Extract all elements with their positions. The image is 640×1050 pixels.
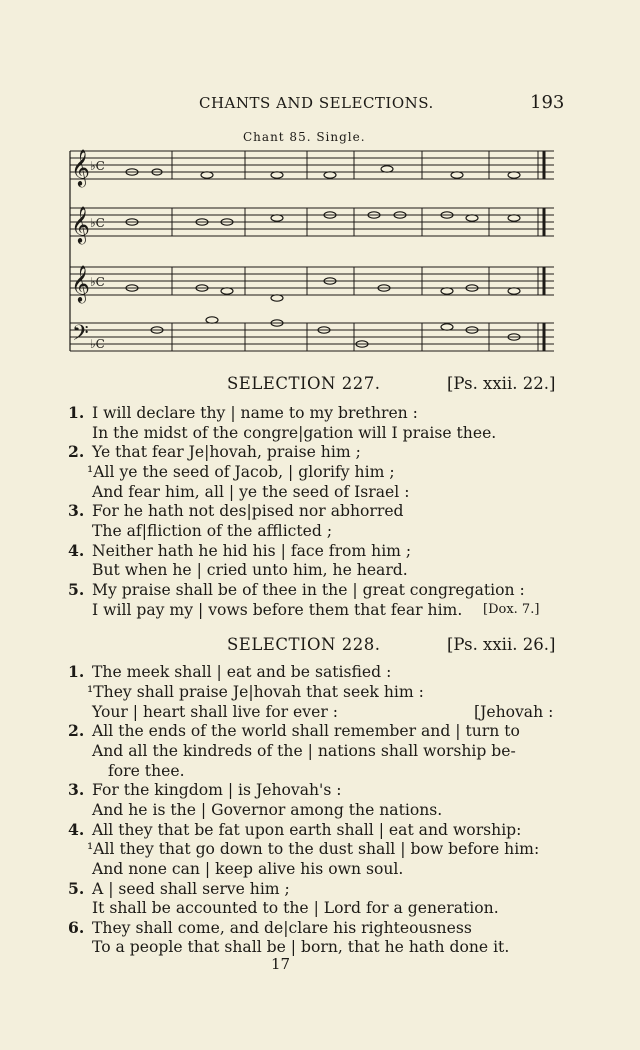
verse-number: 5. — [68, 580, 85, 599]
verse-text: ¹All ye the seed of Jacob, | glorify him ; — [87, 463, 395, 481]
svg-text:♭C: ♭C — [90, 337, 105, 351]
signature-mark: 17 — [271, 955, 291, 973]
svg-text:♭C: ♭C — [90, 159, 105, 173]
verse-line — [0, 442, 640, 462]
verse-text: I will pay my | vows before them that fear him. — [92, 601, 463, 619]
verse-text: And fear him, all | ye the seed of Israel : — [92, 483, 410, 501]
verse-text: For the kingdom | is Jehovah's : — [92, 781, 342, 799]
verse-line — [0, 662, 640, 682]
verse-line — [0, 580, 640, 600]
verse-line — [0, 600, 640, 620]
verse-line — [0, 820, 640, 840]
chant-title: Chant 85. Single. — [243, 130, 366, 144]
verse-line — [0, 403, 640, 423]
verse-line — [0, 682, 640, 702]
verse-text: Neither hath he hid his | face from him ; — [92, 542, 412, 560]
running-title: CHANTS AND SELECTIONS. — [199, 94, 434, 112]
verse-number: 4. — [68, 541, 85, 560]
verse-line — [0, 721, 640, 741]
verse-line — [0, 741, 640, 761]
verse-number: 2. — [68, 442, 85, 461]
verse-text: In the midst of the congre|gation will I praise thee. — [92, 424, 497, 442]
doxology-reference: [Dox. 7.] — [483, 602, 540, 617]
svg-text:♭C: ♭C — [90, 275, 105, 289]
psalm-reference: [Ps. xxii. 22.] — [447, 374, 556, 393]
treble-clef-icon: 𝄞 — [71, 148, 90, 186]
verse-text: For he hath not des|pised nor abhorred — [92, 502, 404, 520]
verse-number: 1. — [68, 403, 85, 422]
verse-line — [0, 879, 640, 899]
verse-number: 1. — [68, 662, 85, 681]
verse-text: I will declare thy | name to my brethren : — [92, 404, 418, 422]
verse-number: 6. — [68, 918, 85, 937]
page-header — [0, 94, 640, 120]
verse-number: 2. — [68, 721, 85, 740]
verse-line — [0, 482, 640, 502]
psalm-reference: [Ps. xxii. 26.] — [447, 635, 556, 654]
treble-clef-icon: 𝄞 — [71, 264, 90, 302]
treble-clef-icon: 𝄞 — [71, 205, 90, 243]
selection-heading — [0, 374, 640, 398]
verse-text: It shall be accounted to the | Lord for a generation. — [92, 899, 499, 917]
verse-line — [0, 501, 640, 521]
verse-line — [0, 702, 640, 722]
verse-line — [0, 541, 640, 561]
verse-text: ¹All they that go down to the dust shall | bow before him: — [87, 840, 540, 858]
verse-line — [0, 800, 640, 820]
verse-text: All the ends of the world shall remember and | turn to — [92, 722, 520, 740]
verse-line — [0, 462, 640, 482]
verse-text: The meek shall | eat and be satisfied : — [92, 663, 392, 681]
staff-4 — [70, 323, 554, 351]
verse-text: My praise shall be of thee in the | great congregation : — [92, 581, 525, 599]
verse-text: fore thee. — [108, 762, 185, 780]
verse-text: A | seed shall serve him ; — [92, 880, 290, 898]
verse-line — [0, 521, 640, 541]
verse-number: 4. — [68, 820, 85, 839]
verse-text: But when he | cried unto him, he heard. — [92, 561, 408, 579]
response-reference: [Jehovah : — [474, 703, 554, 721]
verse-text: They shall come, and de|clare his righteousness — [92, 919, 472, 937]
verse-text: And none can | keep alive his own soul. — [92, 860, 404, 878]
bass-clef-icon: 𝄢 — [72, 321, 89, 351]
verse-line — [0, 560, 640, 580]
staff-2 — [70, 208, 554, 236]
verse-text: To a people that shall be | born, that he hath done it. — [92, 938, 510, 956]
verse-text: All they that be fat upon earth shall | eat and worship: — [92, 821, 522, 839]
verse-line — [0, 898, 640, 918]
verse-line — [0, 780, 640, 800]
music-score — [62, 145, 562, 365]
verse-line — [0, 839, 640, 859]
verse-number: 5. — [68, 879, 85, 898]
verse-line — [0, 761, 640, 781]
svg-text:♭C: ♭C — [90, 216, 105, 230]
verse-line — [0, 918, 640, 938]
verse-line — [0, 859, 640, 879]
verse-line — [0, 937, 640, 957]
verse-text: And all the kindreds of the | nations shall worship be- — [92, 742, 516, 760]
staff-1 — [70, 151, 554, 179]
verse-number: 3. — [68, 780, 85, 799]
selection-heading — [0, 635, 640, 659]
page-number: 193 — [530, 92, 565, 113]
selection-title: SELECTION 228. — [227, 635, 381, 654]
verse-text: The af|fliction of the afflicted ; — [92, 522, 333, 540]
verse-text: ¹They shall praise Je|hovah that seek him : — [87, 683, 424, 701]
selection-title: SELECTION 227. — [227, 374, 381, 393]
verse-text: Your | heart shall live for ever : — [92, 703, 338, 721]
verse-text: And he is the | Governor among the nations. — [92, 801, 443, 819]
staff-3 — [70, 267, 554, 295]
verse-text: Ye that fear Je|hovah, praise him ; — [92, 443, 361, 461]
verse-line — [0, 423, 640, 443]
verse-number: 3. — [68, 501, 85, 520]
